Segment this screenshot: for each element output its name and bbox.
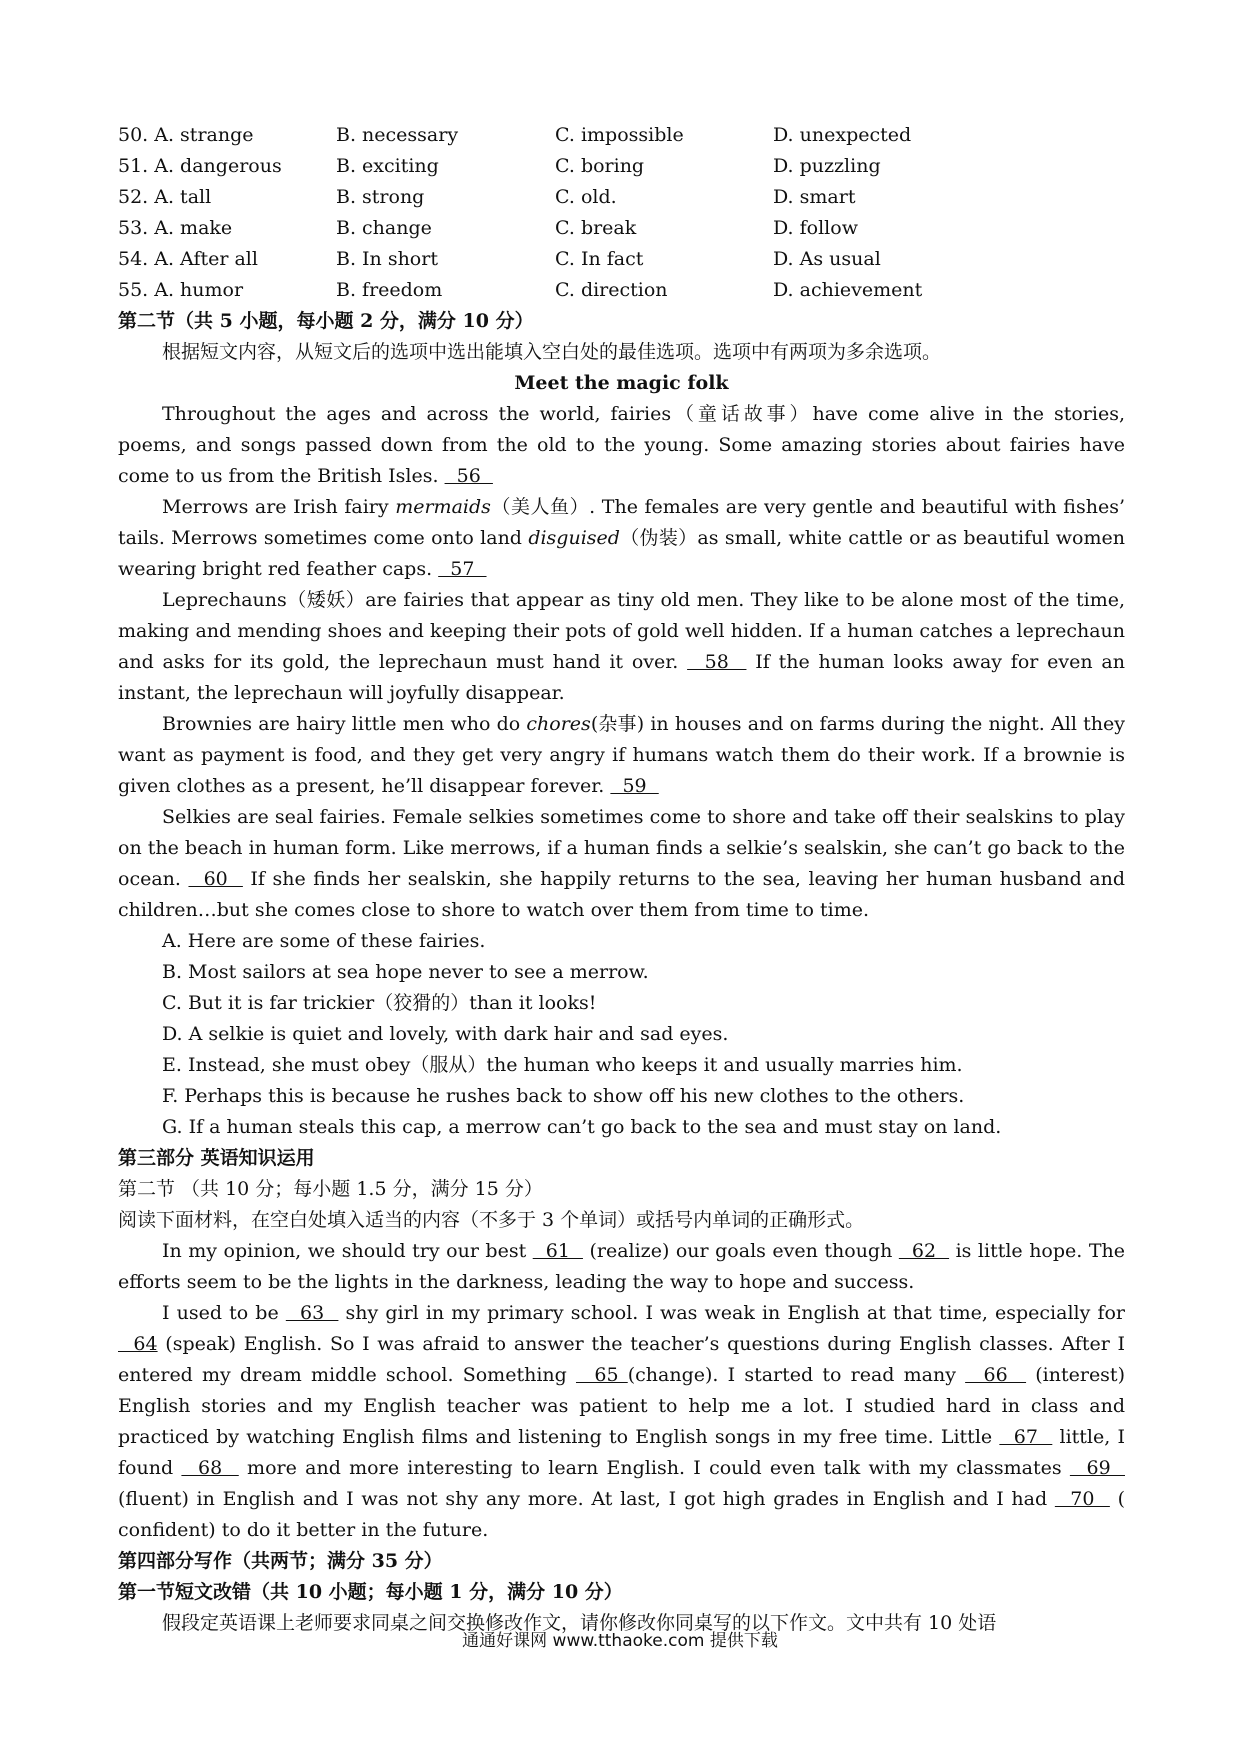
blank-63: 63 [285,1302,339,1324]
passage-paragraph-1 [118,399,1125,492]
blank-69: 69 [1069,1457,1125,1479]
option-a: 52. A. tall [118,186,212,208]
option-b: B. freedom [336,279,443,301]
paragraph-text: little, I found [118,1426,1125,1479]
paragraph-text: (fluent) in English and I was not shy any more. At last, I got high grades in English and I had [118,1488,1055,1510]
paragraph-text: Leprechauns（矮妖）are fairies that appear as tiny old men. They like to be alone most of the time, making and mending shoes and keeping their pots of gold well hidden. If a human catches a leprechaun and asks for its gold, the leprechaun must hand it over. [118,589,1125,673]
option-a: 54. A. After all [118,248,258,270]
paragraph-text: Throughout the ages and across the world, fairies（童话故事）have come alive in the stories, poems, and songs passed down from the old to the young. Some amazing stories about fairies have come to us from the British Isles. [118,403,1125,487]
passage-paragraph-3 [118,585,1125,709]
paragraph-text: In my opinion, we should try our best [162,1240,533,1262]
blank-64: 64 [118,1333,158,1355]
part4-heading: 第四部分写作（共两节；满分 35 分） [118,1550,443,1572]
part4-instruction: 假段定英语课上老师要求同桌之间交换修改作文，请你修改你同桌写的以下作文。文中共有 10 处语 [162,1612,997,1634]
option-row-52 [118,182,1125,213]
option-b: B. change [336,217,432,239]
part3-heading: 第三部分 英语知识运用 [118,1147,315,1169]
paragraph-text: Merrows are Irish fairy [162,496,396,518]
option-b: B. strong [336,186,425,208]
paragraph-text: is little hope. The efforts seem to be the lights in the darkness, leading the way to hope and success. [118,1240,1125,1293]
options-table [118,120,1125,306]
option-row-51 [118,151,1125,182]
blank-68: 68 [181,1457,239,1479]
paragraph-text: shy girl in my primary school. I was weak in English at that time, especially for [338,1302,1126,1324]
option-c: C. break [555,217,637,239]
option-a: 50. A. strange [118,124,254,146]
option-d: D. smart [773,186,856,208]
italic-term: disguised [528,527,620,549]
option-c: C. boring [555,155,645,177]
cloze-paragraph-1 [118,1236,1125,1298]
option-d: D. unexpected [773,124,912,146]
blank-56: 56 [444,465,493,487]
cloze-paragraph-2 [118,1298,1125,1546]
option-d: D. achievement [773,279,923,301]
part4-subheading: 第一节短文改错（共 10 小题；每小题 1 分，满分 10 分） [118,1581,623,1603]
blank-65: 65 [575,1364,628,1386]
section-instruction: 根据短文内容，从短文后的选项中选出能填入空白处的最佳选项。选项中有两项为多余选项。 [162,341,942,363]
paragraph-text: If she finds her sealskin, she happily returns to the sea, leaving her human husband and children…but she comes close to shore to watch over them from time to time. [118,868,1126,921]
paragraph-text: (speak) English. So I was afraid to answer the teacher’s questions during English classes. After I entered my dream middle school. Something [118,1333,1125,1386]
option-a: 53. A. make [118,217,233,239]
option-a: 51. A. dangerous [118,155,282,177]
paragraph-text: more and more interesting to learn English. I could even talk with my classmates [238,1457,1070,1479]
paragraph-text: （伪装）as small, white cattle or as beautiful women wearing bright red feather caps. [118,527,1125,580]
paragraph-text: Selkies are seal fairies. Female selkies sometimes come to shore and take off their sealskins to play on the beach in human form. Like merrows, if a human finds a selkie’s sealskin, she can’t go back to the ocean. [118,806,1125,890]
italic-term: mermaids [395,496,491,518]
blank-67: 67 [999,1426,1053,1448]
option-b: B. In short [336,248,438,270]
paragraph-text: (interest) English stories and my English teacher was patient to help me a lot. I studied hard in class and practiced by watching English films and listening to English songs in my free time. Little [118,1364,1125,1448]
paragraph-text: （美人鱼）. The females are very gentle and beautiful with fishes’ tails. Merrows sometimes come onto land [118,496,1125,549]
blank-66: 66 [965,1364,1027,1386]
blank-61: 61 [532,1240,583,1262]
choice-e: E. Instead, she must obey（服从）the human who keeps it and usually marries him. [162,1054,963,1076]
paragraph-text: (杂事) in houses and on farms during the night. All they want as payment is food, and they get very angry if humans watch them do their work. If a brownie is given clothes as a present, he’ll disappear forever. [118,713,1125,797]
choice-g: G. If a human steals this cap, a merrow can’t go back to the sea and must stay on land. [162,1116,1002,1138]
passage-paragraph-2 [118,492,1125,585]
choice-list [118,926,1125,1143]
option-c: C. old. [555,186,617,208]
blank-62: 62 [898,1240,950,1262]
choice-f: F. Perhaps this is because he rushes back to show off his new clothes to the others. [162,1085,965,1107]
choice-c: C. But it is far trickier（狡猾的）than it looks! [162,992,597,1014]
paragraph-text: (realize) our goals even though [582,1240,899,1262]
option-b: B. exciting [336,155,439,177]
paragraph-text: Brownies are hairy little men who do [162,713,527,735]
option-c: C. direction [555,279,668,301]
blank-59: 59 [610,775,659,797]
option-d: D. puzzling [773,155,881,177]
blank-58: 58 [687,651,747,673]
option-row-54 [118,244,1125,275]
paragraph-text: ( confident) to do it better in the future. [118,1488,1125,1541]
passage-title: Meet the magic folk [514,372,729,394]
option-d: D. follow [773,217,858,239]
blank-70: 70 [1054,1488,1110,1510]
option-a: 55. A. humor [118,279,244,301]
part3-subheading: 第二节 （共 10 分；每小题 1.5 分，满分 15 分） [118,1178,543,1200]
blank-57: 57 [438,558,487,580]
italic-term: chores [526,713,591,735]
section-heading: 第二节（共 5 小题，每小题 2 分，满分 10 分） [118,310,534,332]
choice-a: A. Here are some of these fairies. [162,930,486,952]
option-row-55 [118,275,1125,306]
page-footer: 通通好课网 www.tthaoke.com 提供下载 [462,1631,778,1651]
paragraph-text: If the human looks away for even an instant, the leprechaun will joyfully disappear. [118,651,1125,704]
option-d: D. As usual [773,248,881,270]
part3-instruction: 阅读下面材料，在空白处填入适当的内容（不多于 3 个单词）或括号内单词的正确形式。 [118,1209,865,1231]
option-c: C. impossible [555,124,684,146]
option-row-53 [118,213,1125,244]
option-row-50 [118,120,1125,151]
choice-d: D. A selkie is quiet and lovely, with dark hair and sad eyes. [162,1023,729,1045]
passage-paragraph-5 [118,802,1125,926]
choice-b: B. Most sailors at sea hope never to see a merrow. [162,961,649,983]
paragraph-text: I used to be [162,1302,286,1324]
paragraph-text: (change). I started to read many [627,1364,966,1386]
option-b: B. necessary [336,124,459,146]
page-content [118,120,1125,1639]
option-c: C. In fact [555,248,644,270]
passage-paragraph-4 [118,709,1125,802]
blank-60: 60 [188,868,243,890]
